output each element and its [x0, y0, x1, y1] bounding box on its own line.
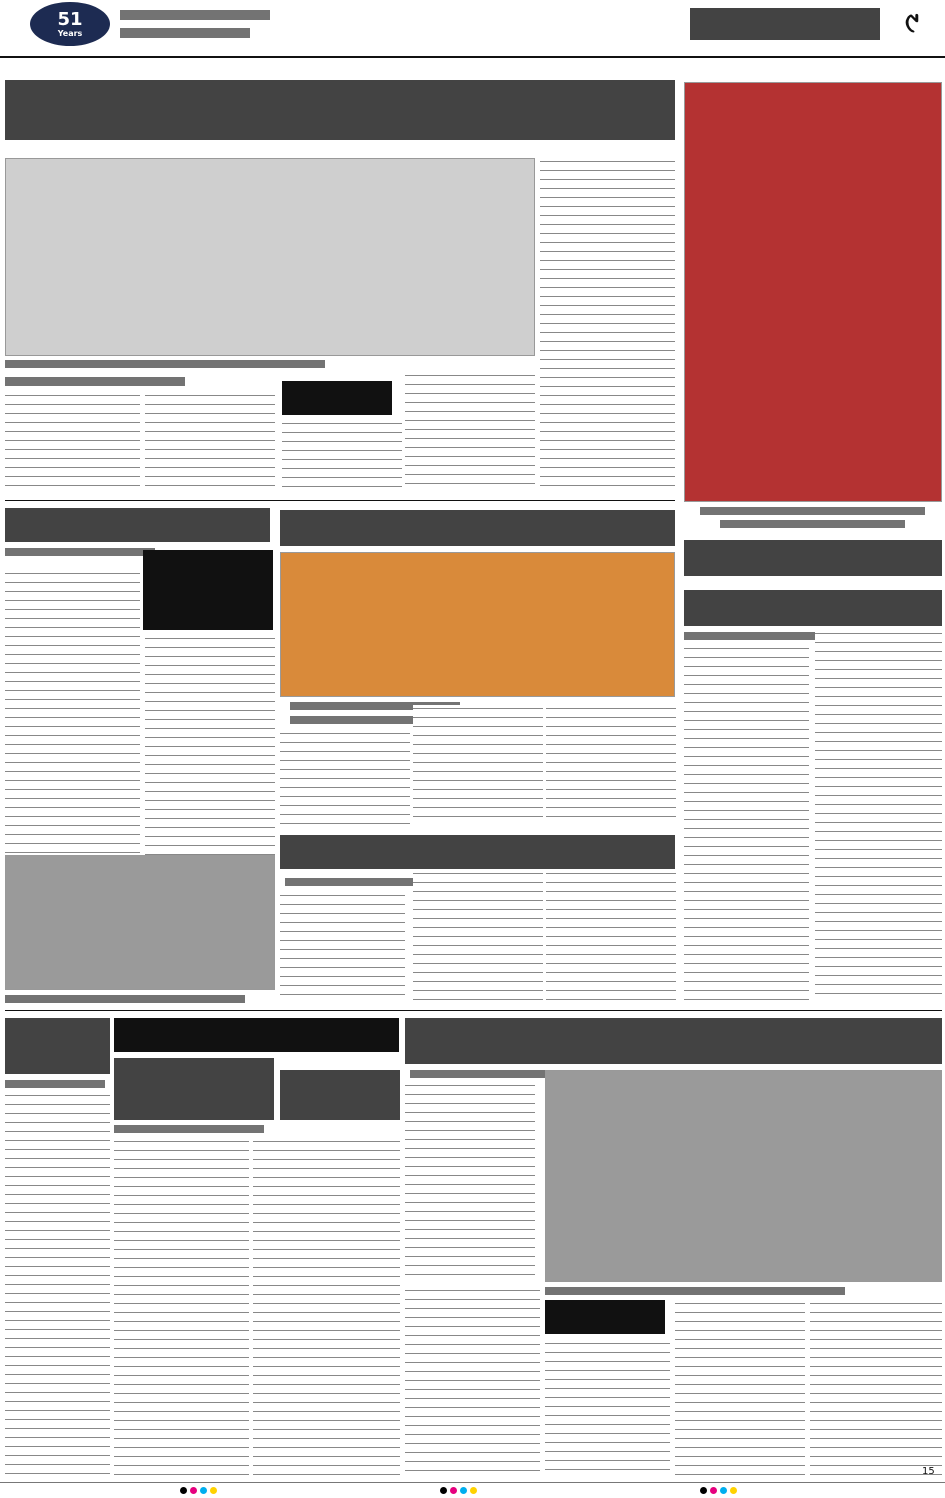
- story-8-headline: [280, 1070, 400, 1120]
- logo-sub: Years: [57, 28, 83, 38]
- story-2-bullet-box: [143, 550, 273, 630]
- lead-story-column-2: [145, 392, 275, 492]
- dateline-placeholder-2: [120, 28, 250, 38]
- story-3-photo: [280, 552, 675, 697]
- story-9-inset-box: [545, 1300, 665, 1334]
- registration-mark: [700, 1487, 707, 1494]
- story-4-column-1: [684, 645, 809, 1000]
- story-2-byline: [5, 548, 155, 556]
- section-divider-2: [5, 1010, 942, 1011]
- story-9-headline: [405, 1018, 942, 1064]
- story-4-column-2: [815, 630, 942, 1000]
- page-number: ୯: [905, 6, 919, 39]
- story-3-column-1: [280, 730, 410, 825]
- registration-mark: [190, 1487, 197, 1494]
- temple-photo-caption: [700, 507, 925, 515]
- lead-photo-caption: [5, 360, 325, 368]
- temple-photo-caption-2: [720, 520, 905, 528]
- registration-mark: [730, 1487, 737, 1494]
- lead-byline: [5, 377, 185, 386]
- story-2-headline: [5, 508, 270, 542]
- registration-mark: [470, 1487, 477, 1494]
- story-9-column-2: [405, 1287, 540, 1477]
- story-2-photo: [5, 855, 275, 990]
- story-7-banner: [114, 1018, 399, 1052]
- story-5-column-2: [413, 870, 543, 1002]
- registration-mark: [460, 1487, 467, 1494]
- masthead-rule: [0, 56, 945, 58]
- page-number-bottom: 15: [922, 1466, 935, 1477]
- story-4-headline: [684, 540, 942, 576]
- lead-story-column-right: [540, 158, 675, 493]
- story-3-headline: [280, 510, 675, 546]
- registration-mark: [720, 1487, 727, 1494]
- registration-mark: [200, 1487, 207, 1494]
- registration-mark: [180, 1487, 187, 1494]
- lead-photo: [5, 158, 535, 356]
- main-headline: [5, 80, 675, 140]
- registration-mark: [210, 1487, 217, 1494]
- story-2-photo-caption: [5, 995, 245, 1003]
- story-6-byline: [5, 1080, 105, 1088]
- dateline-placeholder: [120, 10, 270, 20]
- story-9-column-5: [810, 1300, 942, 1478]
- story-7-headline: [114, 1058, 274, 1120]
- story-9-column-3: [545, 1340, 670, 1478]
- newspaper-logo: [30, 2, 110, 46]
- registration-mark: [450, 1487, 457, 1494]
- lead-story-column-3: [282, 420, 402, 492]
- story-5-headline: [280, 835, 675, 869]
- story-4-headline-2: [684, 590, 942, 626]
- registration-mark: [440, 1487, 447, 1494]
- section-title-placeholder: [690, 8, 880, 40]
- registration-mark: [710, 1487, 717, 1494]
- lead-story-column-1: [5, 392, 140, 492]
- story-9-column-1: [405, 1082, 535, 1282]
- story-5-column-3: [546, 870, 676, 1002]
- story-3-column-2: [413, 705, 543, 825]
- logo-number: 51: [57, 8, 83, 30]
- story-3-byline: [290, 716, 430, 724]
- story-6-column: [5, 1092, 110, 1477]
- story-9-column-4: [675, 1300, 805, 1478]
- story-6-headline: [5, 1018, 110, 1074]
- story-2-column-2: [145, 635, 275, 855]
- story-5-column-1: [280, 892, 405, 1002]
- lead-story-inset-box: [282, 381, 392, 415]
- story-3-column-3: [546, 705, 676, 825]
- registration-marks: [60, 1486, 880, 1496]
- temple-photo: [684, 82, 942, 502]
- story-9-photo-caption: [545, 1287, 845, 1295]
- section-divider: [5, 500, 675, 501]
- story-7-column-2: [253, 1138, 400, 1478]
- story-9-photo: [545, 1070, 942, 1282]
- lead-story-column-4: [405, 372, 535, 492]
- story-7-byline: [114, 1125, 264, 1133]
- footer-rule: [0, 1482, 945, 1483]
- story-7-column-1: [114, 1138, 249, 1478]
